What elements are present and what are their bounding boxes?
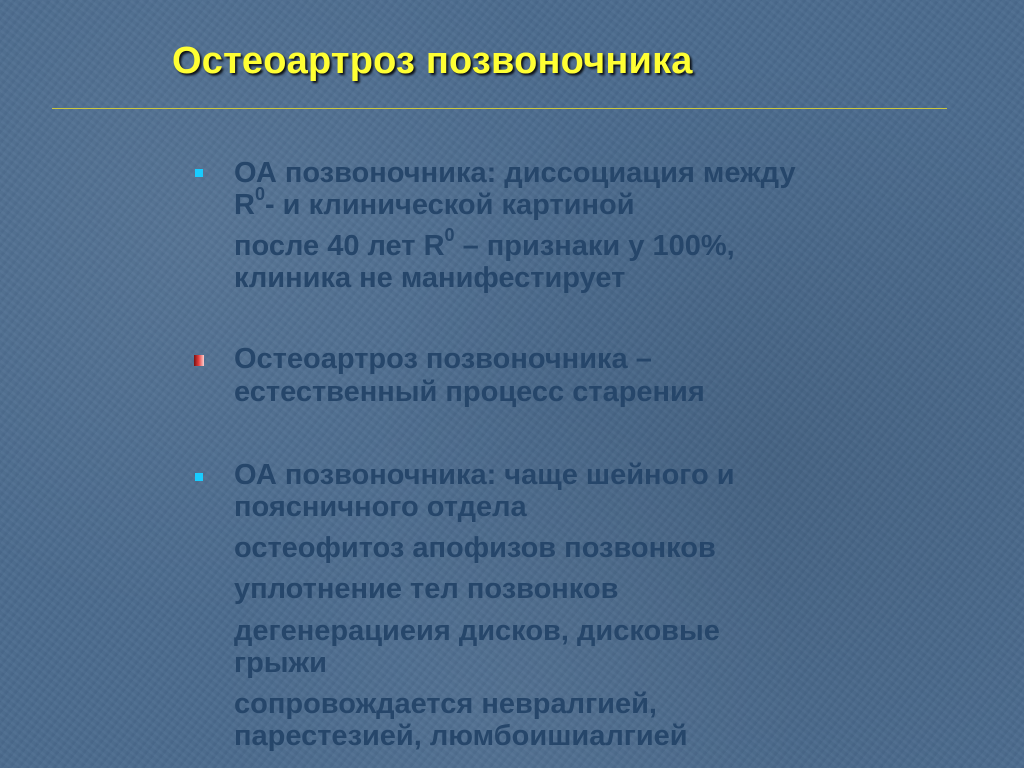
slide-title: Остеоартроз позвоночника (172, 40, 693, 82)
bullet-1-subline-1-rest: – признаки у 100%, (462, 230, 735, 262)
bullet-2-line-2: естественный процесс старения (234, 376, 705, 408)
bullet-3-subline-6: парестезией, люмбоишиалгией (234, 720, 688, 752)
bullet-3-line-2: поясничного отдела (234, 491, 527, 523)
bullet-3-line-1: ОА позвоночника: чаще шейного и (234, 459, 735, 491)
bullet-1-subline-2: клиника не манифестирует (234, 262, 626, 294)
superscript-zero: 0 (444, 225, 455, 246)
bullet-1-line-2 (234, 184, 635, 222)
bullet-1-subline-1-text: после 40 лет (234, 230, 416, 262)
superscript-zero: 0 (254, 184, 265, 205)
bullet-1-subline-1 (234, 225, 735, 263)
bullet-3-subline-4: грыжи (234, 647, 327, 679)
gradient-square-bullet-icon (194, 355, 204, 366)
bullet-3-subline-2: уплотнение тел позвонков (234, 573, 619, 605)
square-bullet-icon (195, 169, 203, 177)
bullet-3-subline-5: сопровождается невралгией, (234, 688, 657, 720)
bullet-3-subline-3: дегенерациеия дисков, дисковые (234, 615, 720, 647)
r-symbol: R (423, 230, 445, 262)
bullet-2-line-1: Остеоартроз позвоночника – (234, 343, 652, 375)
bullet-1-line-1: ОА позвоночника: диссоциация между (234, 157, 796, 189)
square-bullet-icon (195, 473, 203, 481)
bullet-3-subline-1: остеофитоз апофизов позвонков (234, 532, 716, 564)
bullet-1-line-2-text: - и клинической картиной (264, 189, 635, 221)
r-symbol: R (234, 189, 255, 221)
